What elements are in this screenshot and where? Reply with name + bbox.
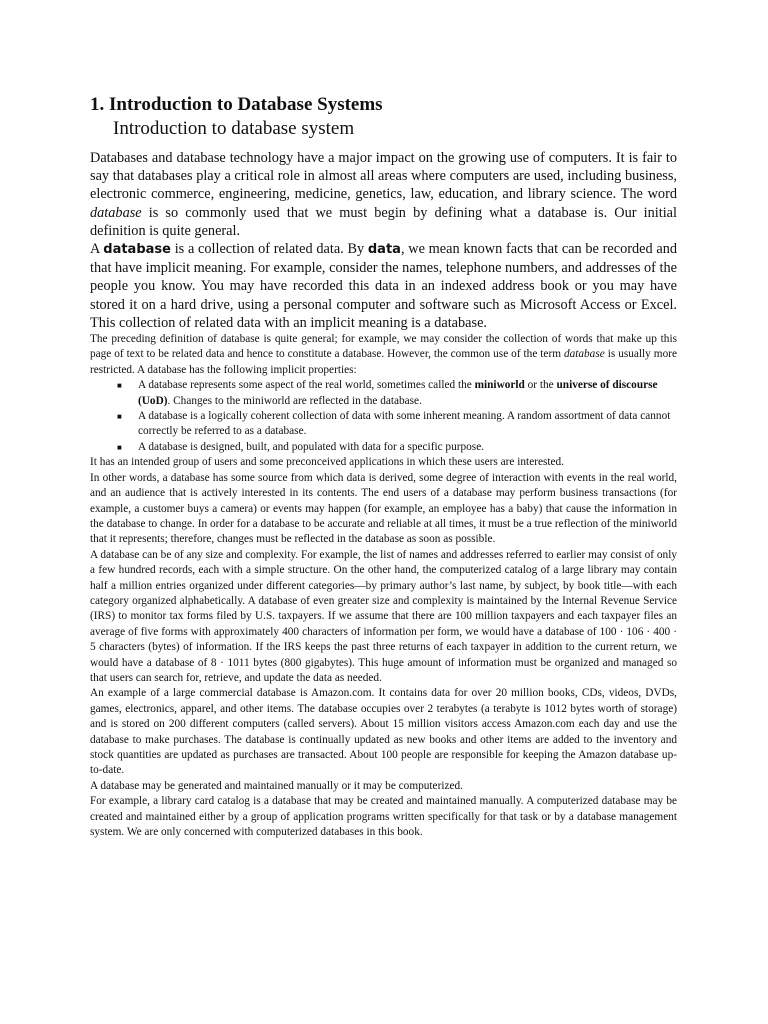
emphasis-database-term: database xyxy=(563,348,605,361)
body-paragraph-amazon: An example of a large commercial database is Amazon.com. It contains data for over 20 million books, CDs, videos, DVDs, games, electronics, apparel, and other items. The database occupies over 2 terabytes (a terabyte is 1012 bytes worth of storage) and is stored on 200 different computers (called servers). About 15 million visitors access Amazon.com each day and use the database to make purchases. The database is continually updated as new books and other items are added to the inventory and stock quantities are updated as purchases are transacted. About 100 people are responsible for keeping the Amazon database up-to-date. xyxy=(90,687,677,777)
body-paragraph-source: In other words, a database has some source from which data is derived, some degree of interaction with events in the real world, and an audience that is actively interested in its contents. The end users of a database may perform business transactions (for example, a customer buys a camera) or events may happen (for example, an employee has a baby) that cause the information in the database to change. In order for a database to be accurate and reliable at all times, it must be a true reflection of the miniworld that it represents; therefore, changes must be reflected in the database as soon as possible. xyxy=(90,471,677,546)
section-subtitle: Introduction to database system xyxy=(113,118,355,139)
list-item: ■ A database is a logically coherent collection of data with some inherent meaning. A random assortment of data cannot correctly be referred to as a database. xyxy=(117,410,671,438)
properties-list xyxy=(90,378,677,455)
emphasis-database: database xyxy=(90,204,142,221)
term-miniworld: miniworld xyxy=(474,379,525,392)
section-title: Introduction to Database Systems xyxy=(109,94,383,115)
page-content xyxy=(90,93,677,840)
section-number: 1. xyxy=(90,94,105,115)
body-paragraph-size: A database can be of any size and complexity. For example, the list of names and addresses referred to earlier may consist of only a few hundred records, each with a simple structure. On the other hand, the computerized catalog of a large library may contain half a million entries organized under different categories—by primary author’s last name, by subject, by book title—with each category organized alphabetically. A database of even greater size and complexity is maintained by the Internal Revenue Service (IRS) to monitor tax forms filed by U.S. taxpayers. If we assume that there are 100 million taxpayers and each taxpayer files an average of five forms with approximately 400 characters of information per form, we would have a database of 100 · 106 · 400 · 5 characters (bytes) of information. If the IRS keeps the past three returns of each taxpayer in addition to the current return, we would have a database of 8 · 1011 bytes (800 gigabytes). This huge amount of information must be organized and managed so that users can search for, retrieve, and update the data as needed. xyxy=(90,548,677,684)
body-paragraph-manual: A database may be generated and maintained manually or it may be computerized. xyxy=(90,779,463,792)
body-paragraph-users: It has an intended group of users and some preconceived applications in which these users are interested. xyxy=(90,456,565,469)
definition-paragraph: A database is a collection of related data. By data, we mean known facts that can be recorded and that have implicit meaning. For example, consider the names, telephone numbers, and addresses of the people you know. You may have recorded this data in an indexed address book or you may have stored it on a hard drive, using a personal computer and software such as Microsoft Access or Excel. This collection of related data with an implicit meaning is a database. xyxy=(90,241,677,331)
list-item: ■ A database is designed, built, and populated with data for a specific purpose. xyxy=(90,440,677,455)
body-paragraph-catalog: For example, a library card catalog is a database that may be created and maintained manually. A computerized database may be created and maintained either by a group of application programs written specifically for that task or by a database management system. We are only concerned with computerized databases in this book. xyxy=(90,795,677,839)
square-bullet-icon: ■ xyxy=(117,442,122,452)
section-heading xyxy=(90,93,677,117)
term-database: database xyxy=(103,242,171,258)
square-bullet-icon: ■ xyxy=(117,381,122,391)
square-bullet-icon: ■ xyxy=(117,412,122,422)
term-data: data xyxy=(367,242,401,258)
intro-paragraph: Databases and database technology have a major impact on the growing use of computers. It is fair to say that databases play a critical role in almost all areas where computers are used, including business, electronic commerce, engineering, medicine, genetics, law, education, and library science. The word database is so commonly used that we must begin by defining what a database is. Our initial definition is quite general. xyxy=(90,150,677,239)
list-item: ■ A database represents some aspect of the real world, sometimes called the miniworld or the universe of discourse (UoD). Changes to the miniworld are reflected in the database. xyxy=(117,379,658,407)
heading-spacer xyxy=(90,141,677,149)
properties-lead-paragraph: The preceding definition of database is quite general; for example, we may consider the collection of words that make up this page of text to be related data and hence to constitute a database. However, the common use of the term database is usually more restricted. A database has the following implicit properties: xyxy=(90,333,677,376)
term-universe-of-discourse: universe of discourse (UoD) xyxy=(138,379,658,407)
